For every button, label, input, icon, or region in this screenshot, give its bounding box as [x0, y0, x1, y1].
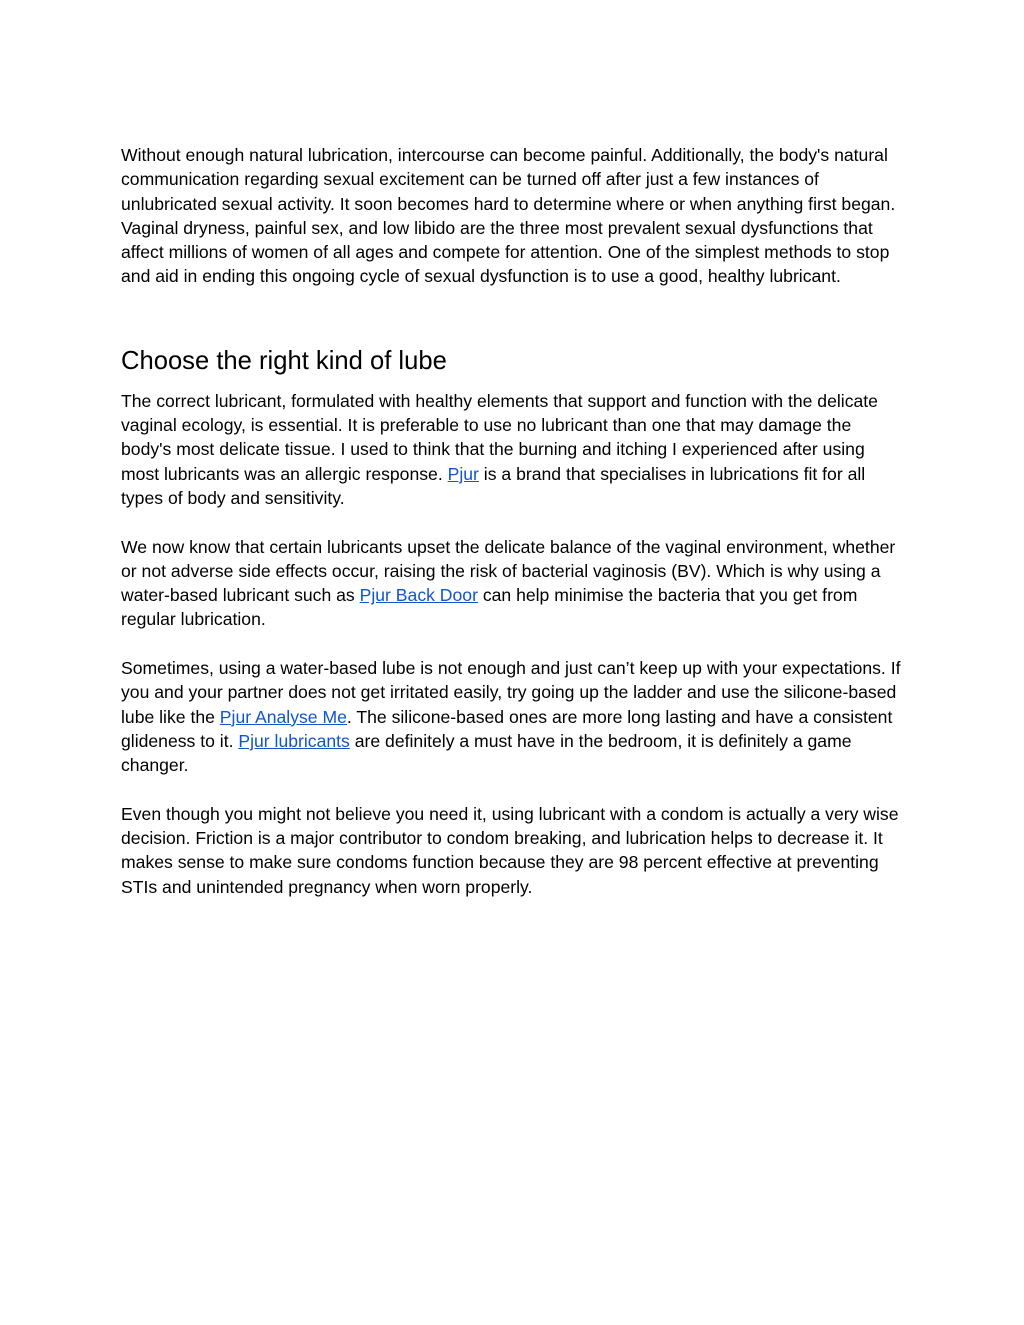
paragraph-text: We now know that certain lubricants upset the delicate balance of the vaginal environment, whether or not adverse side effects occur, raising the risk of bacterial vaginosis (BV). Which is why using a water-based lubricant such as [121, 536, 896, 606]
paragraph-text: are definitely a must have in the bedroom, it is definitely a game changer. [121, 730, 852, 776]
paragraph-water-based [121, 535, 901, 632]
pjur-analyse-me-link[interactable]: Pjur Analyse Me [219, 706, 347, 727]
pjur-link[interactable]: Pjur [447, 463, 479, 484]
intro-paragraph: Without enough natural lubrication, intercourse can become painful. Additionally, the body's natural communication regarding sexual excitement can be turned off after just a few instances of unlubricated sexual activity. It soon becomes hard to determine where or when anything first began. Vaginal dryness, painful sex, and low libido are the three most prevalent sexual dysfunctions that affect millions of women of all ages and compete for attention. One of the simplest methods to stop and aid in ending this ongoing cycle of sexual dysfunction is to use a good, healthy lubricant. [121, 145, 896, 287]
paragraph-text: . The silicone-based ones are more long lasting and have a consistent glideness to it. [121, 706, 893, 751]
paragraph-pjur-brand [121, 389, 901, 510]
document-page [121, 143, 901, 899]
pjur-lubricants-link[interactable]: Pjur lubricants [238, 730, 350, 751]
section-heading: Choose the right kind of lube [121, 346, 447, 375]
paragraph-silicone-based [121, 656, 901, 777]
pjur-back-door-link[interactable]: Pjur Back Door [359, 585, 478, 606]
paragraph-text: can help minimise the bacteria that you get from regular lubrication. [121, 585, 858, 630]
paragraph-text: Sometimes, using a water-based lube is not enough and just can’t keep up with your expectations. If you and your partner does not get irritated easily, try going up the ladder and use the silicone-based lube like the [121, 658, 901, 727]
paragraph-text: is a brand that specialises in lubrications fit for all types of body and sensitivity. [121, 463, 866, 508]
paragraph-text: The correct lubricant, formulated with healthy elements that support and function with the delicate vaginal ecology, is essential. It is preferable to use no lubricant than one that may damage the body's most delicate tissue. I used to think that the burning and itching I experienced after using most lubricants was an allergic response. [121, 390, 878, 484]
paragraph-condom: Even though you might not believe you need it, using lubricant with a condom is actually a very wise decision. Friction is a major contributor to condom breaking, and lubrication helps to decrease it. It makes sense to make sure condoms function because they are 98 percent effective at preventing STIs and unintended pregnancy when worn properly. [121, 803, 899, 897]
